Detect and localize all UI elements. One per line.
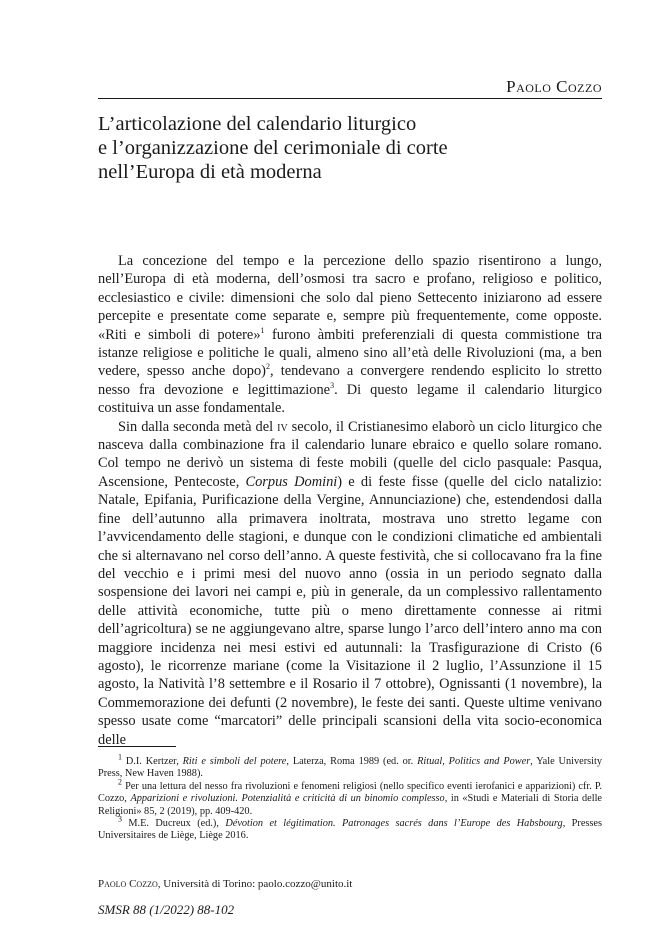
body-text-run: . Di questo legame il calendario liturgico costituiva un asse fondamentale. [98, 381, 602, 417]
footnote-text: Per una lettura del nesso fra rivoluzioni e fenomeni religiosi (nello specifico eventi ierofanici e apparizioni) cfr. P. Cozzo, [98, 780, 602, 805]
article-title [98, 112, 602, 184]
footnote-text: M.E. Ducreux (ed.), [122, 818, 226, 830]
footnote-text: , Yale University Press, New Haven 1988). [98, 756, 603, 780]
footnote-3 [98, 814, 602, 843]
body-text-run: ) e di feste fisse (quelle del ciclo natalizio: Natale, Epifania, Purificazione della Vergine, Annunciazione) che, estendendosi dalla fine dell’autunno alla primavera inoltrata, mostrava uno stretto legame con l’avvicendamento delle stagioni, e dunque con le condizioni climatiche ed ambientali che si alternavano nel corso dell’anno. A queste festività, che si collocavano fra la fine del vecchio e i primi mesi del nuovo anno (ossia in un periodo segnato dalla sospensione dei lavori nei campi e, più in generale, da un complessivo rallentamento delle attività economiche, tutte più o meno direttamente connesse ai ritmi dell’agricoltura) se ne aggiungevano altre, sparse lungo l’arco dell’intero anno ma con maggiore incidenza nei mesi estivi ed autunnali: la Trasfigurazione di Cristo (6 agosto), le ricorrenze mariane (come la Visitazione il 2 luglio, l’Assunzione il 15 agosto, la Natività l’8 settembre e il Rosario il 7 ottobre), Ognissanti (1 novembre), la Commemorazione dei defunti (2 novembre), le feste dei santi. Queste ultime venivano spesso usate come “marcatori” delle principali scansioni della vita socio-economica delle [98, 473, 602, 748]
running-header-author: Paolo Cozzo [506, 77, 602, 96]
body-text-run: Sin dalla seconda metà del [118, 418, 278, 435]
body-text-run: secolo, il Cristianesimo elaborò un ciclo liturgico che nasceva dalla combinazione fra il calendario lunare ebraico e quello solare romano. Col tempo ne derivò un sistema di feste mobili (quelle del ciclo pasquale: Pasqua, Ascensione, Pentecoste, [98, 418, 603, 490]
footnote-text: , Laterza, Roma 1989 (ed. or. [286, 756, 418, 767]
footnote-italic: Dévotion et légitimation. Patronages sacrés dans l’Europe des Habsbourg [225, 818, 563, 830]
body-paragraph [98, 252, 602, 418]
body-text-run: furono àmbiti preferenziali di questa commistione tra istanze religiose e politiche le quali, almeno sino all’età delle Rivoluzioni (ma, a ben vedere, spesso anche dopo) [98, 326, 602, 380]
footnote-text: D.I. Kertzer, [122, 756, 183, 767]
footnotes [98, 752, 603, 843]
author-affiliation [98, 878, 352, 890]
body-text-run: , tendevano a convergere rendendo esplicito lo stretto nesso fra devozione e legittimazione [98, 363, 602, 398]
footnote-2 [98, 777, 602, 818]
footnote-ref: 1 [260, 325, 265, 335]
body-paragraph [98, 418, 602, 749]
footnote-number: 3 [118, 814, 122, 824]
body-text-run: La concezione del tempo e la percezione dello spazio risentirono a lungo, nell’Europa di età moderna, dell’osmosi tra sacro e profano, religioso e politico, ecclesiastico e civile: dimensioni che solo dal pieno Settecento iniziarono ad essere percepite e presentate come separate e, sempre più frequentemente, come opposte. «Riti e simboli di potere» [98, 253, 602, 343]
footnote-rule [98, 746, 176, 747]
footnote-text: , Presses Universitaires de Liège, Liège 2016. [98, 818, 602, 842]
title-line: L’articolazione del calendario liturgico [98, 113, 417, 135]
title-line: nell’Europa di età moderna [98, 161, 322, 183]
footnote-text: , in «Studi e Materiali di Storia delle Religioni» 85, 2 (2019), pp. 409-420. [98, 793, 602, 817]
journal-citation: SMSR 88 (1/2022) 88-102 [98, 902, 235, 917]
footnote-italic: Riti e simboli del potere [182, 756, 287, 767]
italic-term: Corpus Domini [245, 473, 338, 490]
article-body [98, 252, 602, 749]
title-line: e l’organizzazione del cerimoniale di corte [98, 137, 448, 159]
footnote-1 [98, 752, 603, 781]
footnote-number: 1 [118, 752, 122, 762]
footnote-italic: Ritual, Politics and Power [417, 756, 531, 767]
footnote-ref: 3 [330, 381, 335, 391]
affiliation-name: Paolo Cozzo [98, 878, 158, 890]
century-numeral: iv [277, 418, 288, 435]
affiliation-detail: , Università di Torino: paolo.cozzo@unito.it [157, 878, 353, 890]
footnote-italic: Apparizioni e rivoluzioni. Potenzialità e criticità di un binomio complesso [130, 793, 445, 805]
header-rule [98, 98, 602, 99]
footnote-ref: 2 [265, 362, 270, 372]
footnote-number: 2 [118, 777, 122, 787]
